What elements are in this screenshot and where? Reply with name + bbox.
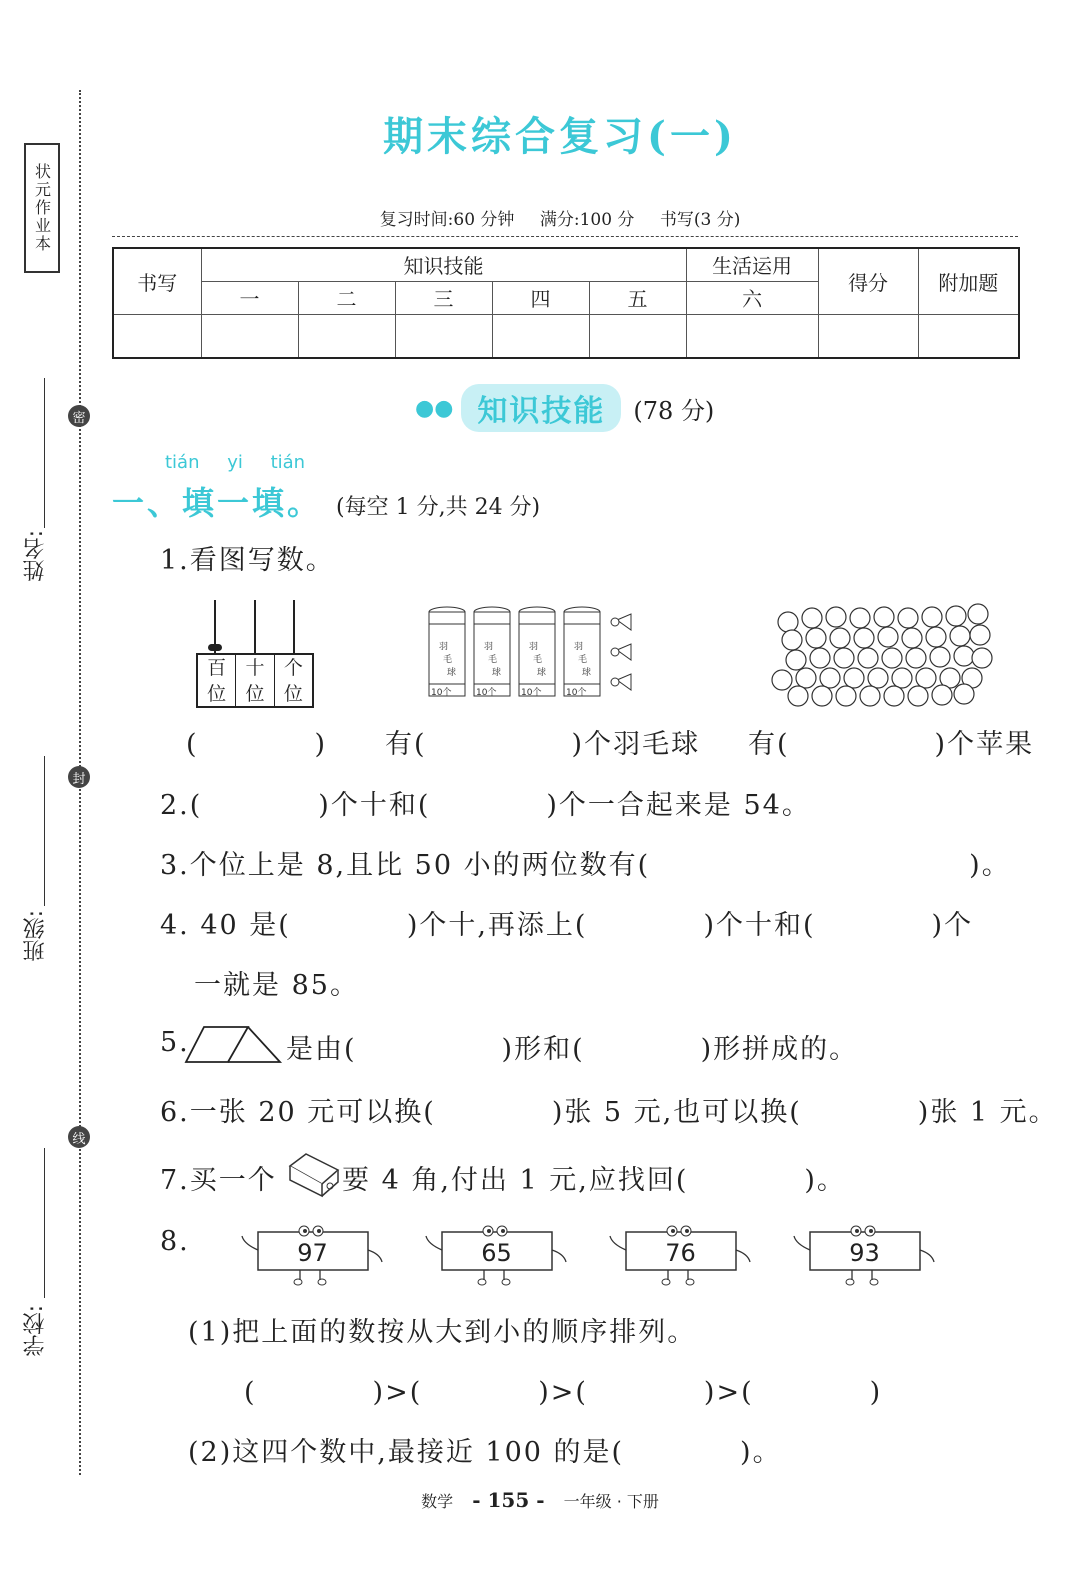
footer-grade: 一年级 · 下册	[563, 1492, 659, 1511]
question-8-1-answer[interactable]: ( )>( )>( )>( )	[244, 1377, 883, 1408]
part-heading	[112, 478, 540, 524]
school-field[interactable]	[44, 1148, 45, 1298]
page-title: 期末综合复习(一)	[383, 113, 737, 160]
score-col-4: 四	[492, 281, 589, 314]
name-field[interactable]	[44, 378, 45, 528]
question-8-1: (1)把上面的数按从大到小的顺序排列。	[188, 1317, 697, 1348]
question-3[interactable]: 3.个位上是 8,且比 50 小的两位数有( )。	[160, 850, 1011, 881]
svg-text:球: 球	[582, 668, 592, 678]
svg-text:羽: 羽	[529, 642, 539, 652]
section-title: 知识技能	[461, 384, 621, 432]
score-cell[interactable]	[113, 314, 201, 358]
svg-text:10个: 10个	[431, 688, 452, 698]
score-cell[interactable]	[589, 314, 686, 358]
number-card-icon	[608, 1222, 753, 1292]
badminton-tube-icon	[519, 607, 555, 698]
shuttlecock-icon	[611, 614, 631, 690]
q1-answer-apples[interactable]: 有( )个苹果	[748, 729, 1035, 760]
badminton-tubes	[425, 604, 645, 704]
q1-answer-shuttlecocks[interactable]: 有( )个羽毛球	[385, 729, 701, 760]
score-cell[interactable]	[395, 314, 492, 358]
svg-text:毛: 毛	[578, 655, 588, 665]
abacus-place-tens: 十 位	[236, 655, 274, 706]
score-col-6: 六	[686, 281, 818, 314]
question-8-number: 8.	[160, 1226, 190, 1257]
svg-text:羽: 羽	[439, 642, 449, 652]
number-card-icon	[792, 1222, 937, 1292]
divider	[112, 236, 1018, 237]
class-field[interactable]	[44, 756, 45, 906]
parallelogram-triangle-icon	[184, 1025, 284, 1065]
number-card-value: 65	[481, 1239, 512, 1267]
page-number: - 155 -	[472, 1488, 545, 1512]
q1-answer-abacus[interactable]: ( )	[186, 729, 328, 760]
score-cell[interactable]	[201, 314, 298, 358]
exam-meta	[0, 205, 1080, 230]
question-5-number: 5.	[160, 1027, 190, 1058]
badminton-tube-icon	[564, 607, 600, 698]
question-8-2[interactable]: (2)这四个数中,最接近 100 的是( )。	[188, 1437, 782, 1468]
score-col-5: 五	[589, 281, 686, 314]
svg-text:球: 球	[492, 668, 502, 678]
dots-icon: ●●	[415, 395, 454, 421]
apple-pile	[770, 600, 995, 708]
question-7[interactable]: 要 4 角,付出 1 元,应找回( )。	[342, 1165, 846, 1196]
exam-time: 复习时间:60 分钟	[379, 210, 515, 230]
question-1: 1.看图写数。	[160, 545, 335, 576]
score-cell[interactable]	[918, 314, 1019, 358]
abacus-place-hundreds: 百 位	[198, 655, 236, 706]
score-header-life: 生活运用	[686, 248, 818, 281]
pencil-case-icon	[286, 1150, 340, 1198]
score-cell[interactable]	[818, 314, 918, 358]
number-card-value: 97	[297, 1239, 328, 1267]
score-col-1: 一	[201, 281, 298, 314]
score-header-extra: 附加题	[918, 248, 1019, 314]
question-7-lead: 7.买一个	[160, 1165, 277, 1196]
score-col-3: 三	[395, 281, 492, 314]
svg-text:毛: 毛	[443, 655, 453, 665]
score-cell[interactable]	[298, 314, 395, 358]
question-4[interactable]: 4. 40 是( )个十,再添上( )个十和( )个	[160, 910, 974, 941]
class-label: 班级:	[23, 910, 48, 962]
exam-full-score: 满分:100 分	[539, 210, 635, 230]
seal-mark-feng: 封	[68, 766, 90, 788]
svg-text:球: 球	[537, 668, 547, 678]
score-cell[interactable]	[686, 314, 818, 358]
part-note: (每空 1 分,共 24 分)	[336, 495, 541, 520]
section-points: (78 分)	[633, 396, 715, 425]
score-cell[interactable]	[492, 314, 589, 358]
svg-text:羽: 羽	[574, 642, 584, 652]
number-card-value: 93	[849, 1239, 880, 1267]
page-footer	[0, 1488, 1080, 1512]
question-6[interactable]: 6.一张 20 元可以换( )张 5 元,也可以换( )张 1 元。	[160, 1097, 1058, 1128]
part-title: 一、填一填。	[112, 484, 323, 522]
svg-text:10个: 10个	[521, 688, 542, 698]
brand-label: 状元作业本	[24, 143, 60, 273]
svg-text:10个: 10个	[476, 688, 497, 698]
badminton-tube-icon	[429, 607, 465, 698]
score-col-2: 二	[298, 281, 395, 314]
name-label: 姓名:	[23, 530, 48, 582]
school-label: 学校:	[23, 1305, 48, 1357]
svg-text:球: 球	[447, 668, 457, 678]
footer-subject: 数学	[421, 1492, 454, 1511]
abacus-icon	[196, 600, 314, 708]
svg-text:10个: 10个	[566, 688, 587, 698]
exam-writing-score: 书写(3 分)	[659, 210, 741, 230]
number-card-value: 76	[665, 1239, 696, 1267]
score-header-knowledge: 知识技能	[201, 248, 686, 281]
svg-text:毛: 毛	[533, 655, 543, 665]
question-4-cont: 一就是 85。	[194, 970, 359, 1001]
badminton-tube-icon	[474, 607, 510, 698]
abacus-place-ones: 个 位	[283, 656, 303, 705]
part-pinyin: tián yi tián	[165, 452, 306, 473]
seal-mark-xian: 线	[68, 1126, 90, 1148]
seal-mark-mi: 密	[68, 405, 90, 427]
score-header-score: 得分	[818, 248, 918, 314]
svg-text:羽: 羽	[484, 642, 494, 652]
number-card-icon	[424, 1222, 569, 1292]
svg-text:毛: 毛	[488, 655, 498, 665]
score-header-writing: 书写	[113, 248, 201, 314]
section-banner	[415, 384, 714, 432]
score-table	[112, 247, 1020, 359]
question-2[interactable]: 2.( )个十和( )个一合起来是 54。	[160, 790, 811, 821]
question-5[interactable]: 是由( )形和( )形拼成的。	[286, 1034, 859, 1065]
number-card-icon	[240, 1222, 385, 1292]
